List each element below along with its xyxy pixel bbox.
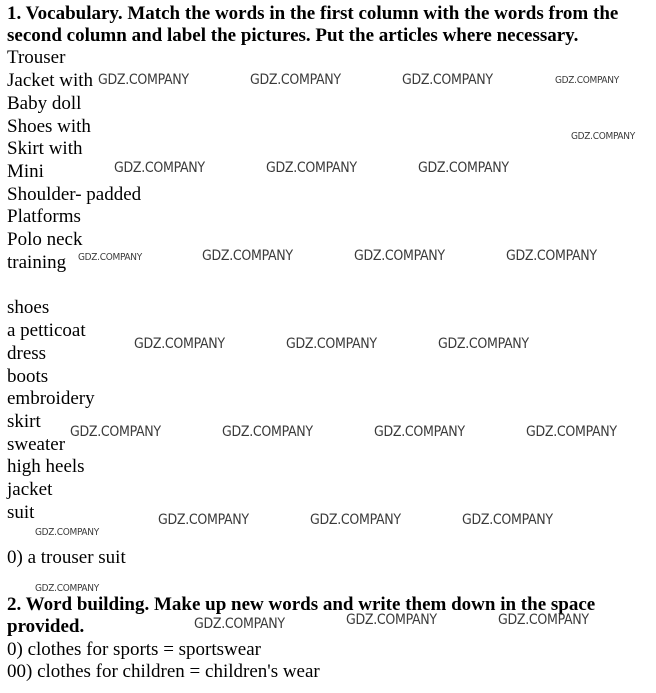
column2-item: boots bbox=[7, 366, 49, 387]
watermark-logo: GDZ.COMPANY bbox=[70, 424, 161, 440]
task2-example-1: 0) clothes for sports = sportswear bbox=[7, 639, 261, 660]
task2-example-2: 00) clothes for children = children's wear bbox=[7, 661, 320, 682]
column1-item: Jacket with bbox=[7, 70, 94, 91]
column2-item: skirt bbox=[7, 411, 41, 432]
watermark-logo: GDZ.COMPANY bbox=[346, 612, 437, 628]
watermark-logo: GDZ.COMPANY bbox=[310, 512, 401, 528]
watermark-logo: GDZ.COMPANY bbox=[114, 160, 205, 176]
column1-item: Shoulder- padded bbox=[7, 184, 142, 205]
task2-heading-line2: provided. bbox=[7, 616, 85, 637]
watermark-logo: GDZ.COMPANY bbox=[194, 616, 285, 632]
column1-item: Baby doll bbox=[7, 93, 82, 114]
watermark-logo: GDZ.COMPANY bbox=[266, 160, 357, 176]
watermark-logo: GDZ.COMPANY bbox=[250, 72, 341, 88]
watermark-logo: GDZ.COMPANY bbox=[202, 248, 293, 264]
column1-item: Skirt with bbox=[7, 138, 83, 159]
column2-item: a petticoat bbox=[7, 320, 86, 341]
watermark-logo: GDZ.COMPANY bbox=[98, 72, 189, 88]
watermark-logo: GDZ.COMPANY bbox=[438, 336, 529, 352]
column1-item: Mini bbox=[7, 161, 44, 182]
watermark-logo: GDZ.COMPANY bbox=[462, 512, 553, 528]
column2-item: shoes bbox=[7, 297, 50, 318]
watermark-logo: GDZ.COMPANY bbox=[498, 612, 589, 628]
column2-item: jacket bbox=[7, 479, 53, 500]
task2-heading-line1: 2. Word building. Make up new words and write them down in the space bbox=[7, 594, 596, 615]
column2-item: suit bbox=[7, 502, 35, 523]
task1-example: 0) a trouser suit bbox=[7, 547, 126, 568]
column1-item: Platforms bbox=[7, 206, 81, 227]
column1-item: Polo neck bbox=[7, 229, 83, 250]
task1-heading-line1: 1. Vocabulary. Match the words in the first column with the words from the bbox=[7, 3, 619, 24]
watermark-logo: GDZ.COMPANY bbox=[78, 252, 142, 263]
watermark-logo: GDZ.COMPANY bbox=[418, 160, 509, 176]
watermark-logo: GDZ.COMPANY bbox=[555, 75, 619, 86]
watermark-logo: GDZ.COMPANY bbox=[35, 583, 99, 594]
watermark-logo: GDZ.COMPANY bbox=[158, 512, 249, 528]
column1-item: Shoes with bbox=[7, 116, 91, 137]
watermark-logo: GDZ.COMPANY bbox=[526, 424, 617, 440]
watermark-logo: GDZ.COMPANY bbox=[134, 336, 225, 352]
column1-item: Trouser bbox=[7, 47, 66, 68]
watermark-logo: GDZ.COMPANY bbox=[354, 248, 445, 264]
watermark-logo: GDZ.COMPANY bbox=[402, 72, 493, 88]
column2-item: sweater bbox=[7, 434, 66, 455]
watermark-logo: GDZ.COMPANY bbox=[286, 336, 377, 352]
watermark-logo: GDZ.COMPANY bbox=[506, 248, 597, 264]
column2-item: high heels bbox=[7, 456, 85, 477]
watermark-logo: GDZ.COMPANY bbox=[35, 527, 99, 538]
watermark-logo: GDZ.COMPANY bbox=[222, 424, 313, 440]
column1-item: training bbox=[7, 252, 67, 273]
column2-item: dress bbox=[7, 343, 47, 364]
column2-item: embroidery bbox=[7, 388, 95, 409]
watermark-logo: GDZ.COMPANY bbox=[571, 131, 635, 142]
task1-heading-line2: second column and label the pictures. Put the articles where necessary. bbox=[7, 25, 579, 46]
watermark-logo: GDZ.COMPANY bbox=[374, 424, 465, 440]
